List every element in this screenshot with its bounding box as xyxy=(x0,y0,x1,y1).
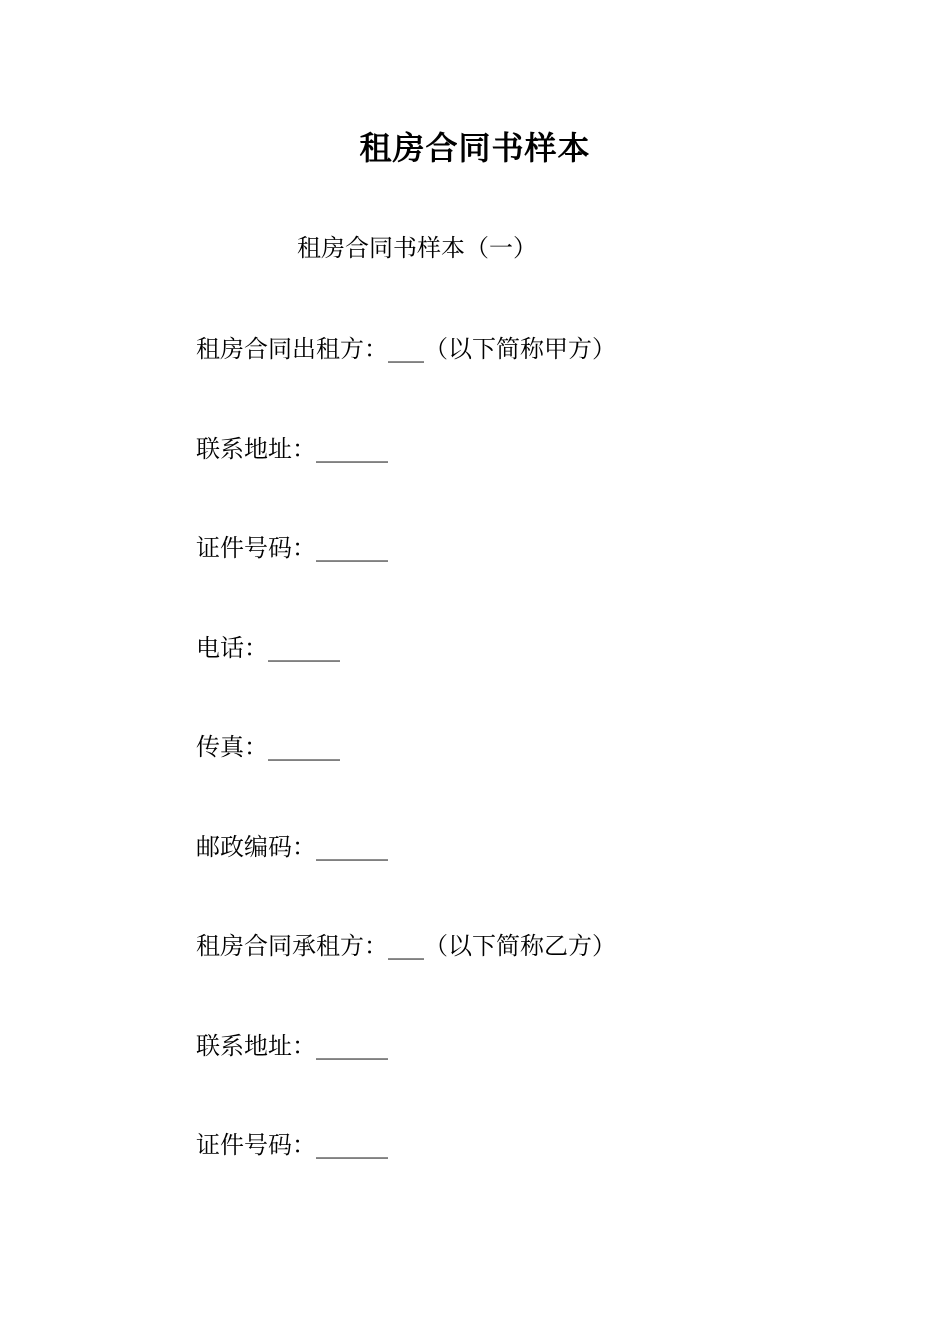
field-blank: ______ xyxy=(316,1032,388,1060)
field-lessee-id-number xyxy=(196,1129,388,1161)
field-note: （以下简称乙方） xyxy=(424,932,616,960)
field-blank: ______ xyxy=(316,1131,388,1159)
field-blank: ______ xyxy=(268,634,340,662)
field-lessor-id-number xyxy=(196,532,388,564)
field-blank: ______ xyxy=(316,534,388,562)
field-label: 证件号码： xyxy=(196,534,316,562)
document-title: 租房合同书样本 xyxy=(359,129,591,167)
field-label: 联系地址： xyxy=(196,1032,316,1060)
field-label: 租房合同承租方： xyxy=(196,932,388,960)
field-label: 联系地址： xyxy=(196,435,316,463)
field-blank: ______ xyxy=(268,733,340,761)
field-label: 租房合同出租方： xyxy=(196,335,388,363)
field-lessor-address xyxy=(196,433,388,465)
field-lessee-address xyxy=(196,1030,388,1062)
field-label: 传真： xyxy=(196,733,268,761)
field-blank: ___ xyxy=(388,335,424,363)
field-lessor-phone xyxy=(196,632,340,664)
field-blank: ___ xyxy=(388,932,424,960)
field-blank: ______ xyxy=(316,435,388,463)
field-lessee xyxy=(196,930,616,962)
field-lessor-postcode xyxy=(196,831,388,863)
field-label: 证件号码： xyxy=(196,1131,316,1159)
field-blank: ______ xyxy=(316,833,388,861)
field-note: （以下简称甲方） xyxy=(424,335,616,363)
field-label: 电话： xyxy=(196,634,268,662)
field-lessor-fax xyxy=(196,731,340,763)
field-lessor xyxy=(196,333,616,365)
document-subtitle: 租房合同书样本（一） xyxy=(297,234,537,262)
field-label: 邮政编码： xyxy=(196,833,316,861)
